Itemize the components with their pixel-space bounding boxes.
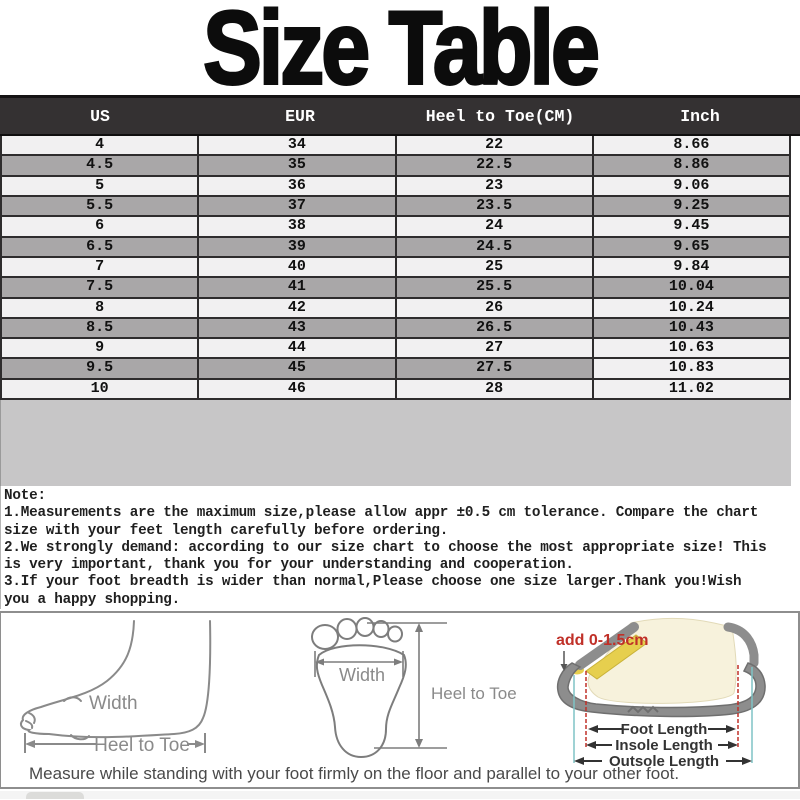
table-cell: 35 [199, 156, 396, 174]
table-cell: 9 [2, 339, 199, 357]
table-row [2, 136, 789, 156]
foot-side-view-diagram [9, 617, 279, 759]
table-cell: 25 [397, 258, 594, 276]
table-cell: 4 [2, 136, 199, 154]
table-body [0, 136, 791, 400]
note-line: 3.If your foot breadth is wider than normal,Please choose one size larger.Thank you!Wish [4, 574, 742, 591]
table-cell: 44 [199, 339, 396, 357]
table-filler-block [0, 400, 791, 486]
table-cell: 34 [199, 136, 396, 154]
note-line: you a happy shopping. [4, 591, 180, 608]
note-line: 1.Measurements are the maximum size,please allow appr ±0.5 cm tolerance. Compare the chart [4, 505, 759, 522]
table-cell: 23 [397, 177, 594, 195]
side-view-width-label: Width [89, 693, 138, 714]
table-cell: 6.5 [2, 238, 199, 256]
outsole-length-label: Outsole Length [609, 753, 719, 770]
bottom-strip-blob [26, 792, 84, 799]
table-cell: 37 [199, 197, 396, 215]
table-cell: 9.65 [673, 237, 710, 255]
table-row [2, 278, 789, 298]
measuring-diagram-box [0, 611, 800, 789]
insole-length-label: Insole Length [615, 737, 713, 754]
table-cell: 5.5 [2, 197, 199, 215]
table-cell: 11.02 [668, 379, 714, 397]
foot-side-outline [21, 621, 210, 739]
table-header-cell: Heel to Toe(CM) [425, 106, 575, 126]
table-cell: 43 [199, 319, 396, 337]
table-cell: 10.83 [594, 359, 789, 377]
table-cell: 41 [199, 278, 396, 296]
table-row [2, 177, 789, 197]
table-cell: 22.5 [397, 156, 594, 174]
table-cell: 9.45 [673, 217, 710, 235]
table-row [2, 238, 789, 258]
table-cell: 8 [2, 299, 199, 317]
table-cell: 22 [397, 136, 594, 154]
table-cell: 45 [199, 359, 396, 377]
table-row [2, 299, 789, 319]
table-cell: 27 [397, 339, 594, 357]
table-cell: 5 [2, 177, 199, 195]
foot-length-label: Foot Length [620, 721, 708, 738]
table-row [2, 258, 789, 278]
table-cell: 9.84 [673, 257, 710, 275]
table-cell: 8.66 [673, 136, 710, 153]
table-cell: 25.5 [397, 278, 594, 296]
measuring-caption: Measure while standing with your foot firmly on the floor and parallel to your other foot. [29, 764, 680, 783]
table-cell: 38 [199, 217, 396, 235]
table-header-cell: Inch [680, 106, 720, 126]
table-cell: 26 [397, 299, 594, 317]
table-cell: 28 [397, 380, 594, 398]
table-row [2, 217, 789, 237]
table-row [2, 359, 789, 379]
bottom-strip [0, 791, 800, 799]
table-cell: 9.25 [673, 196, 710, 214]
table-cell: 36 [199, 177, 396, 195]
foot-top-view-diagram [289, 615, 524, 767]
table-cell: 9.5 [2, 359, 199, 377]
size-table [0, 95, 800, 486]
footprint-outline [312, 618, 406, 757]
note-line: is very important, thank you for your understanding and cooperation. [4, 557, 574, 574]
table-row [2, 197, 789, 217]
table-cell: 46 [199, 380, 396, 398]
table-row [2, 319, 789, 339]
table-cell: 39 [199, 238, 396, 256]
side-view-length-label: Heel to Toe [94, 735, 190, 756]
table-cell: 42 [199, 299, 396, 317]
table-cell: 10.24 [668, 298, 714, 316]
page-title-wrap [0, 0, 800, 106]
table-row [2, 380, 789, 400]
top-view-length-label: Heel to Toe [431, 684, 517, 703]
shoe-length-diagram [536, 613, 794, 775]
notes-label: Note: [4, 488, 46, 504]
table-cell: 10.63 [668, 339, 714, 357]
table-cell: 24 [397, 217, 594, 235]
notes-section [0, 486, 800, 609]
table-cell: 6 [2, 217, 199, 235]
table-header-cell: US [90, 106, 110, 126]
tolerance-label: add 0-1.5cm [556, 632, 649, 649]
table-cell: 40 [199, 258, 396, 276]
table-cell: 26.5 [397, 319, 594, 337]
note-line: 2.We strongly demand: according to our size chart to choose the most appropriate size! This [4, 539, 767, 556]
table-header-cell: EUR [285, 106, 315, 126]
table-cell: 8.5 [2, 319, 199, 337]
table-cell: 24.5 [397, 238, 594, 256]
table-cell: 9.06 [673, 176, 710, 194]
table-cell: 7 [2, 258, 199, 276]
table-row [2, 339, 789, 359]
table-cell: 7.5 [2, 278, 199, 296]
table-row [2, 156, 789, 176]
top-view-width-label: Width [339, 665, 386, 685]
table-cell: 10 [2, 380, 199, 398]
table-cell: 10.04 [668, 278, 714, 296]
table-cell: 27.5 [397, 359, 594, 377]
page-title: Size Table [203, 0, 597, 106]
table-cell: 10.43 [668, 318, 714, 336]
note-line: size with your feet length carefully before ordering. [4, 522, 449, 539]
table-cell: 8.86 [673, 156, 710, 174]
table-cell: 23.5 [397, 197, 594, 215]
table-cell: 4.5 [2, 156, 199, 174]
